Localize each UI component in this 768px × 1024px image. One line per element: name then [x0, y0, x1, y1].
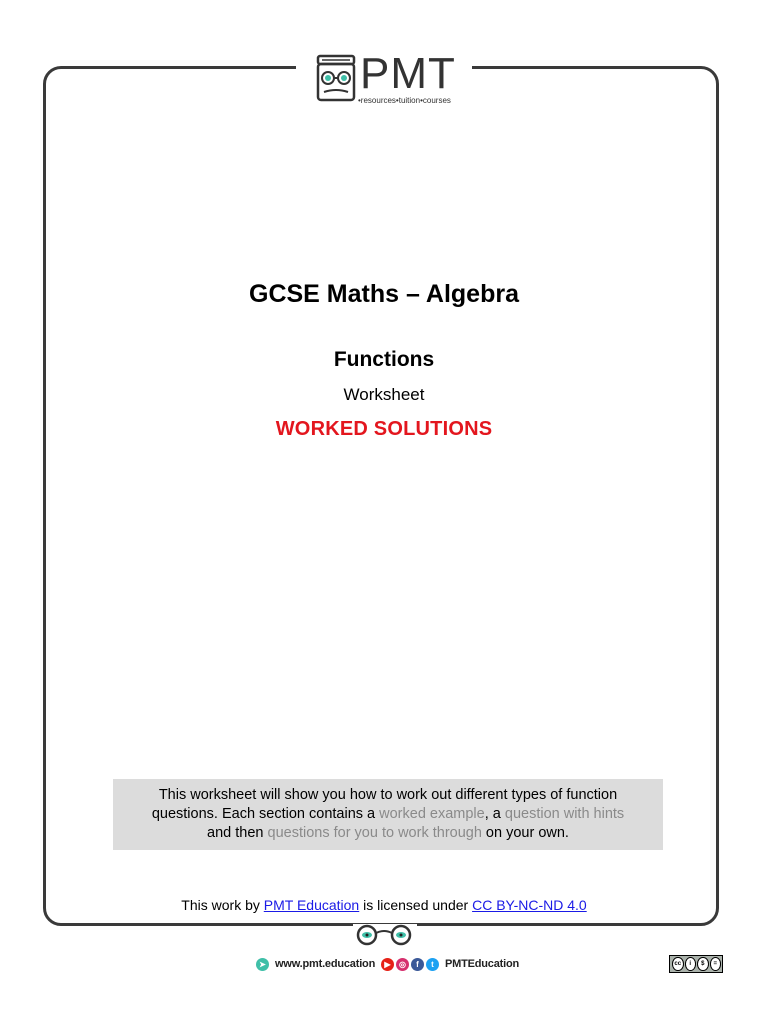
twitter-icon: t	[426, 958, 439, 971]
document-type: Worksheet	[343, 385, 425, 404]
youtube-icon: ▶	[381, 958, 394, 971]
questions-to-work-through-text: questions for you to work through	[267, 825, 482, 841]
cc-license-badge[interactable]	[669, 955, 723, 973]
website-text: www.pmt.education	[275, 958, 376, 970]
by-icon: i	[685, 957, 697, 971]
page-subtitle: Functions	[333, 348, 435, 371]
nc-icon: $	[697, 957, 709, 971]
question-with-hints-text: question with hints	[504, 806, 625, 822]
license-line: This work by PMT Education is licensed under CC BY-NC-ND 4.0	[181, 897, 587, 913]
cc-icon: cc	[672, 957, 684, 971]
facebook-icon: f	[411, 958, 424, 971]
info-line-2: questions. Each section contains a worked example, a question with hints	[151, 806, 625, 822]
book-glasses-icon	[314, 54, 358, 102]
info-line-1: This worksheet will show you how to work out different types of function	[158, 787, 618, 803]
social-handle: PMTEducation	[445, 958, 519, 970]
cursor-icon: ➤	[256, 958, 269, 971]
worked-example-text: worked example	[379, 806, 485, 822]
instagram-icon: ◎	[396, 958, 409, 971]
footer-social[interactable]	[381, 955, 519, 973]
logo-brand-text: PMT	[360, 49, 456, 98]
page-title: GCSE Maths – Algebra	[249, 280, 519, 308]
pmt-education-link[interactable]: PMT Education	[263, 897, 360, 913]
info-box	[113, 779, 663, 850]
pmt-logo	[296, 48, 472, 110]
info-line-3: and then questions for you to work through on your own.	[207, 825, 569, 841]
cc-license-link[interactable]: CC BY-NC-ND 4.0	[472, 897, 587, 913]
logo-tagline: •resources•tuition•courses	[358, 96, 451, 105]
glasses-icon	[353, 924, 417, 946]
worked-solutions-label: WORKED SOLUTIONS	[275, 418, 493, 440]
nd-icon: =	[710, 957, 722, 971]
footer-website[interactable]	[256, 955, 375, 973]
